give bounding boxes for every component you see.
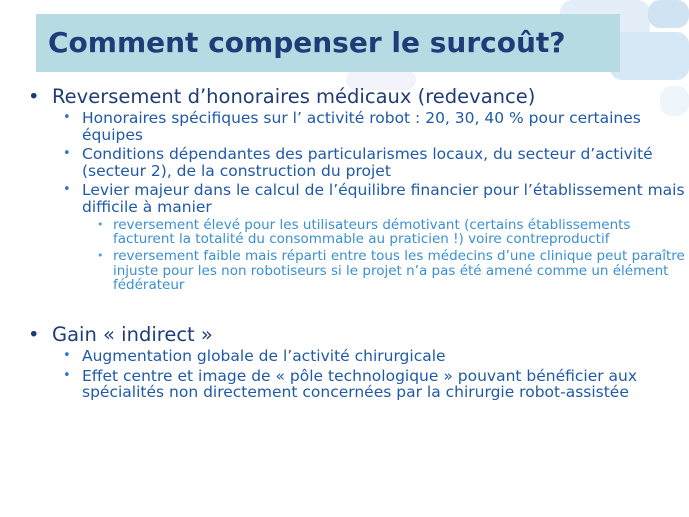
bullet-text: Conditions dépendantes des particularismes locaux, du secteur d’activité (secteur 2), de la construction du projet (82, 145, 653, 180)
sub-sub-bullet-item (0, 218, 689, 246)
sub-bullet-item (0, 146, 689, 179)
bullet-text: Reversement d’honoraires médicaux (redevance) (52, 85, 536, 108)
bullet-text: Augmentation globale de l’activité chirurgicale (82, 347, 446, 366)
bullet-dot-icon: • (28, 323, 40, 347)
bullet-item (0, 86, 689, 107)
bullet-text: Honoraires spécifiques sur l’ activité robot : 20, 30, 40 % pour certaines équipes (82, 109, 641, 144)
bullet-dot-icon: • (97, 249, 104, 263)
bullet-dot-icon: • (63, 348, 71, 364)
bullet-text: Levier majeur dans le calcul de l’équilibre financier pour l’établissement mais difficile à manier (82, 181, 685, 216)
bullet-text: Gain « indirect » (52, 323, 213, 347)
decor-shape (610, 32, 689, 80)
bullet-text: reversement élevé pour les utilisateurs démotivant (certains établissements facturent la totalité du consommable au praticien !) voire contreproductif (113, 217, 631, 248)
bullet-text: Effet centre et image de « pôle technologique » pouvant bénéficier aux spécialités non directement concernées par la chirurgie robot-assistée (82, 366, 638, 402)
bullet-item (0, 324, 689, 345)
bullet-dot-icon: • (97, 218, 104, 231)
bullet-dot-icon: • (28, 85, 40, 108)
sub-bullet-item (0, 182, 689, 215)
bullet-dot-icon: • (63, 367, 71, 383)
sub-bullet-item (0, 110, 689, 143)
bullet-text: reversement faible mais réparti entre tous les médecins d’une clinique peut paraître injuste pour les non robotiseurs si le projet n’a pas été amené comme un élément fédérateur (113, 248, 685, 293)
decor-shape (648, 0, 689, 28)
bullet-dot-icon: • (63, 146, 71, 161)
bullet-dot-icon: • (63, 182, 71, 197)
title-banner (36, 14, 620, 72)
sub-sub-bullet-item (0, 249, 689, 292)
slide-content (0, 86, 689, 401)
sub-bullet-item (0, 348, 689, 365)
sub-bullet-item (0, 368, 689, 401)
bullet-dot-icon: • (63, 110, 71, 125)
slide-title: Comment compenser le surcoût? (48, 26, 566, 59)
